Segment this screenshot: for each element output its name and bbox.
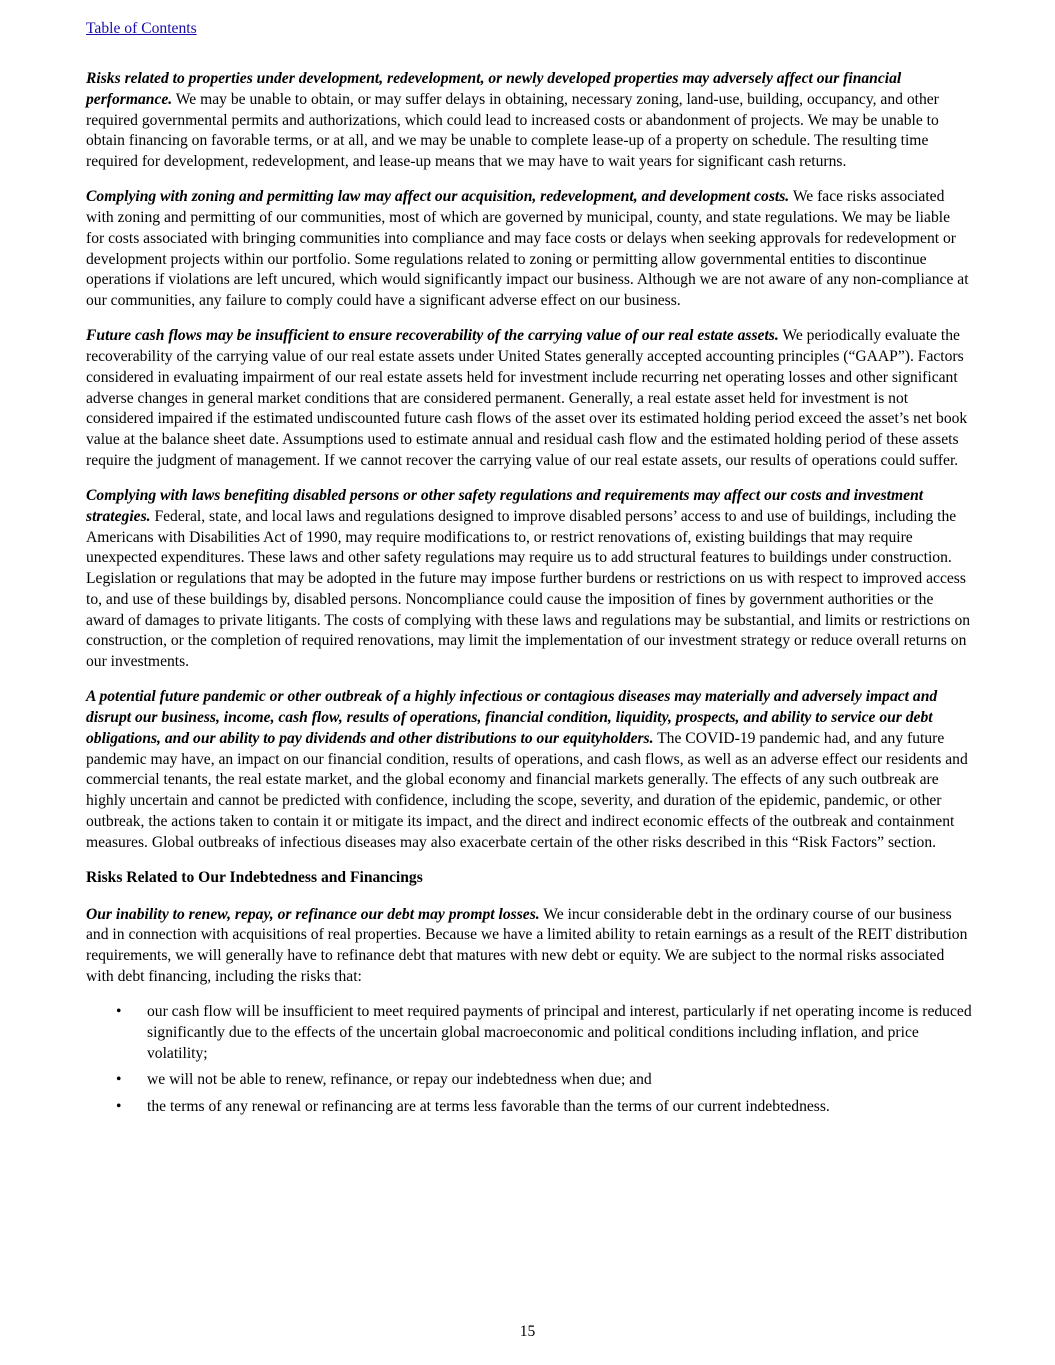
list-item (86, 1097, 972, 1118)
table-of-contents-link[interactable]: Table of Contents (86, 20, 197, 37)
paragraph-body: We periodically evaluate the recoverability of the carrying value of our real estate assets under United States generally accepted accounting principles (“GAAP”). Factors considered in evaluating impairment of our real estate assets held for investment include recurring net operating losses and other significant adverse changes in general market conditions that are considered permanent. Generally, a real estate asset held for investment is not considered impaired if the estimated undiscounted future cash flows of the asset over its estimated holding period exceed the asset’s net book value at the balance sheet date. Assumptions used to estimate annual and residual cash flow and the estimated holding period of these assets require the judgment of management. If we cannot recover the carrying value of our real estate assets, our results of operations could suffer. (86, 327, 968, 469)
paragraph-disability-law-risk (86, 486, 972, 673)
paragraph-body: The COVID-19 pandemic had, and any future pandemic may have, an impact on our financial condition, results of operations, and cash flows, as well as an adverse effect our residents and commercial tenants, the real estate market, and the global economy and financial markets generally. The effects of any such outbreak are highly uncertain and cannot be predicted with confidence, including the scope, severity, and duration of the epidemic, pandemic, or other outbreak, the actions taken to contain it or mitigate its impact, and the direct and indirect economic effects of the outbreak and containment measures. Global outbreaks of infectious diseases may also exacerbate certain of the other risks described in this “Risk Factors” section. (86, 729, 968, 851)
paragraph-zoning-risk (86, 187, 972, 312)
paragraph-lead: A potential future pandemic or other outbreak of a highly infectious or contagious diseases may materially and adversely impact and disrupt our business, income, cash flow, results of operations, financial condition, liquidity, prospects, and ability to service our debt obligations, and our ability to pay dividends and other distributions to our equityholders. (86, 688, 938, 747)
paragraph-cash-flow-risk (86, 326, 972, 471)
paragraph-lead: Complying with zoning and permitting law may affect our acquisition, redevelopment, and development costs. (86, 188, 790, 206)
paragraph-body: We incur considerable debt in the ordinary course of our business and in connection with acquisitions of real properties. Because we have a limited ability to retain earnings as a result of the REIT distribution requirements, we will generally have to refinance debt that matures with new debt or equity. We are subject to the normal risks associated with debt financing, including the risks that: (86, 905, 968, 985)
paragraph-lead: Our inability to renew, repay, or refinance our debt may prompt losses. (86, 905, 540, 923)
bullet-icon: • (116, 1098, 122, 1115)
paragraph-lead: Future cash flows may be insufficient to ensure recoverability of the carrying value of our real estate assets. (86, 327, 779, 345)
paragraph-body: We face risks associated with zoning and permitting of our communities, most of which are governed by municipal, county, and state regulations. We may be liable for costs associated with bringing communities into compliance and may face costs or delays when seeking approvals for redevelopment or development projects within our portfolio. Some regulations related to zoning or permitting allow governmental entities to discontinue operations if violations are left uncured, which would significantly impact our business. Although we are not aware of any non-compliance at our communities, any failure to comply could have a significant adverse effect on our business. (86, 188, 969, 309)
list-item-text: the terms of any renewal or refinancing are at terms less favorable than the terms of our current indebtedness. (147, 1098, 830, 1115)
paragraph-pandemic-risk (86, 687, 972, 853)
bullet-icon: • (116, 1003, 122, 1020)
list-item-text: we will not be able to renew, refinance, or repay our indebtedness when due; and (147, 1071, 652, 1089)
list-item (86, 1002, 972, 1064)
paragraph-development-risk (86, 69, 972, 173)
page-number: 15 (519, 1323, 536, 1340)
paragraph-body: We may be unable to obtain, or may suffer delays in obtaining, necessary zoning, land-use, building, occupancy, and other required governmental permits and authorizations, which could lead to increased costs or abandonment of projects. We may be unable to obtain financing on favorable terms, or at all, and we may be unable to complete lease-up of a property on schedule. The resulting time required for development, redevelopment, and lease-up means that we may have to wait years for significant cash returns. (86, 90, 939, 170)
risk-bullet-list (86, 1002, 972, 1118)
paragraph-lead: Risks related to properties under development, redevelopment, or newly developed properties may adversely affect our financial performance. (86, 70, 902, 108)
list-item (86, 1070, 972, 1091)
paragraph-debt-risk (86, 905, 972, 988)
bullet-icon: • (116, 1071, 122, 1089)
document-body (86, 69, 972, 1124)
paragraph-lead: Complying with laws benefiting disabled persons or other safety regulations and requirements may affect our costs and investment strategies. (86, 487, 924, 525)
paragraph-body: Federal, state, and local laws and regulations designed to improve disabled persons’ access to and use of buildings, including the Americans with Disabilities Act of 1990, may require modifications to, or restrict renovations of, existing buildings that may require unexpected expenditures. These laws and other safety regulations may require us to add structural features to buildings under construction. Legislation or regulations that may be adopted in the future may impose further burdens or restrictions on us with respect to improved access to, and use of these buildings by, disabled persons. Noncompliance could cause the imposition of fines by government authorities or the award of damages to private litigants. The costs of complying with these laws and regulations may be substantial, and limits or restrictions on construction, or the completion of required renovations, may limit the implementation of our investment strategy or reduce overall returns on our investments. (86, 507, 971, 670)
list-item-text: our cash flow will be insufficient to meet required payments of principal and interest, particularly if net operating income is reduced significantly due to the effects of the uncertain global macroeconomic and political conditions including inflation, and price volatility; (147, 1003, 972, 1062)
section-heading: Risks Related to Our Indebtedness and Financings (86, 868, 423, 886)
